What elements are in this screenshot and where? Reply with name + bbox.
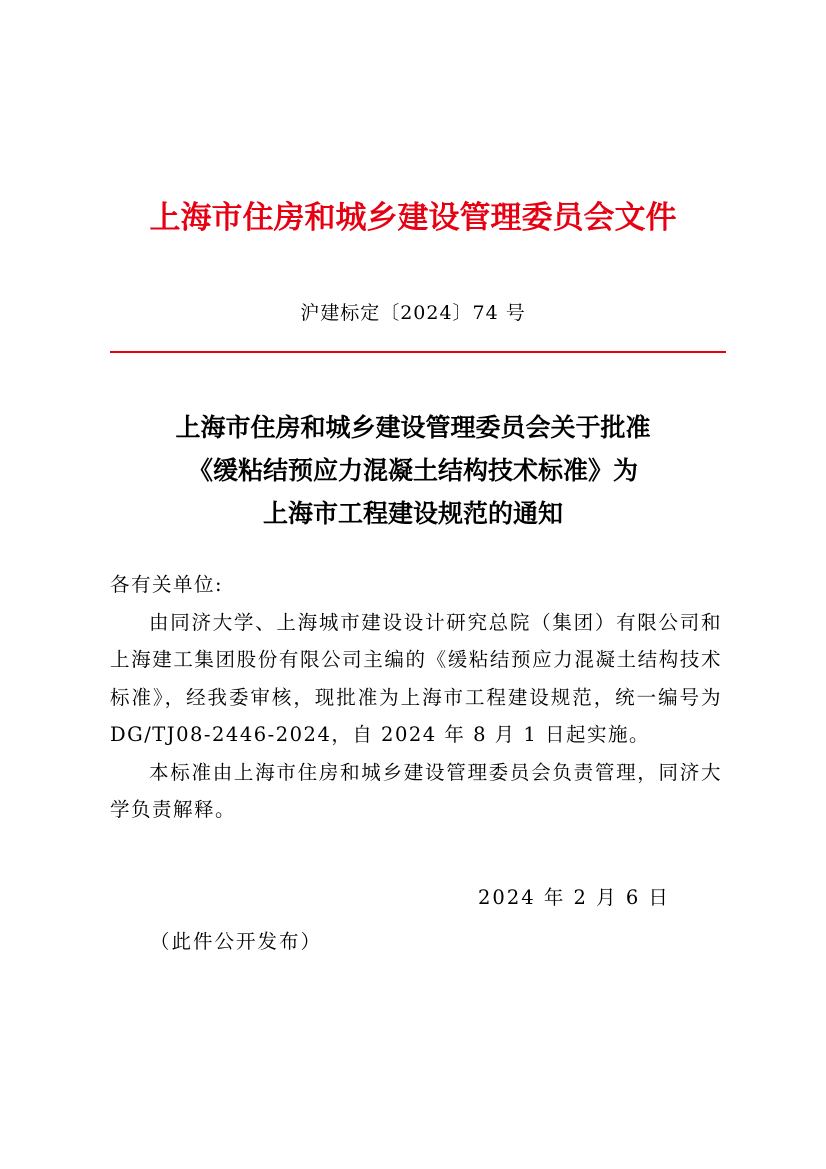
paragraph-approval: 由同济大学、上海城市建设设计研究总院（集团）有限公司和上海建工集团股份有限公司主编的《缓粘结预应力混凝土结构技术标准》，经我委审核，现批准为上海市工程建设规范，统一编号为 DG/TJ08-2446-2024，自 2024 年 8 月 1 日起实施。 <box>110 610 722 746</box>
red-divider-line <box>110 351 726 353</box>
notice-title-line-2: 《缓粘结预应力混凝土结构技术标准》为 <box>187 456 638 485</box>
publish-note: （此件公开发布） <box>150 930 323 953</box>
issuer-header-title: 上海市住房和城乡建设管理委员会文件 <box>149 200 677 236</box>
notice-title <box>0 406 826 535</box>
document-number: 沪建标定〔2024〕74 号 <box>300 302 526 324</box>
paragraph-management: 本标准由上海市住房和城乡建设管理委员会负责管理，同济大学负责解释。 <box>110 760 722 821</box>
salutation: 各有关单位: <box>110 573 224 596</box>
notice-title-line-1: 上海市住房和城乡建设管理委员会关于批准 <box>175 413 651 442</box>
notice-body <box>110 566 722 829</box>
notice-title-line-3: 上海市工程建设规范的通知 <box>262 499 563 528</box>
signature-date: 2024 年 2 月 6 日 <box>478 886 670 909</box>
